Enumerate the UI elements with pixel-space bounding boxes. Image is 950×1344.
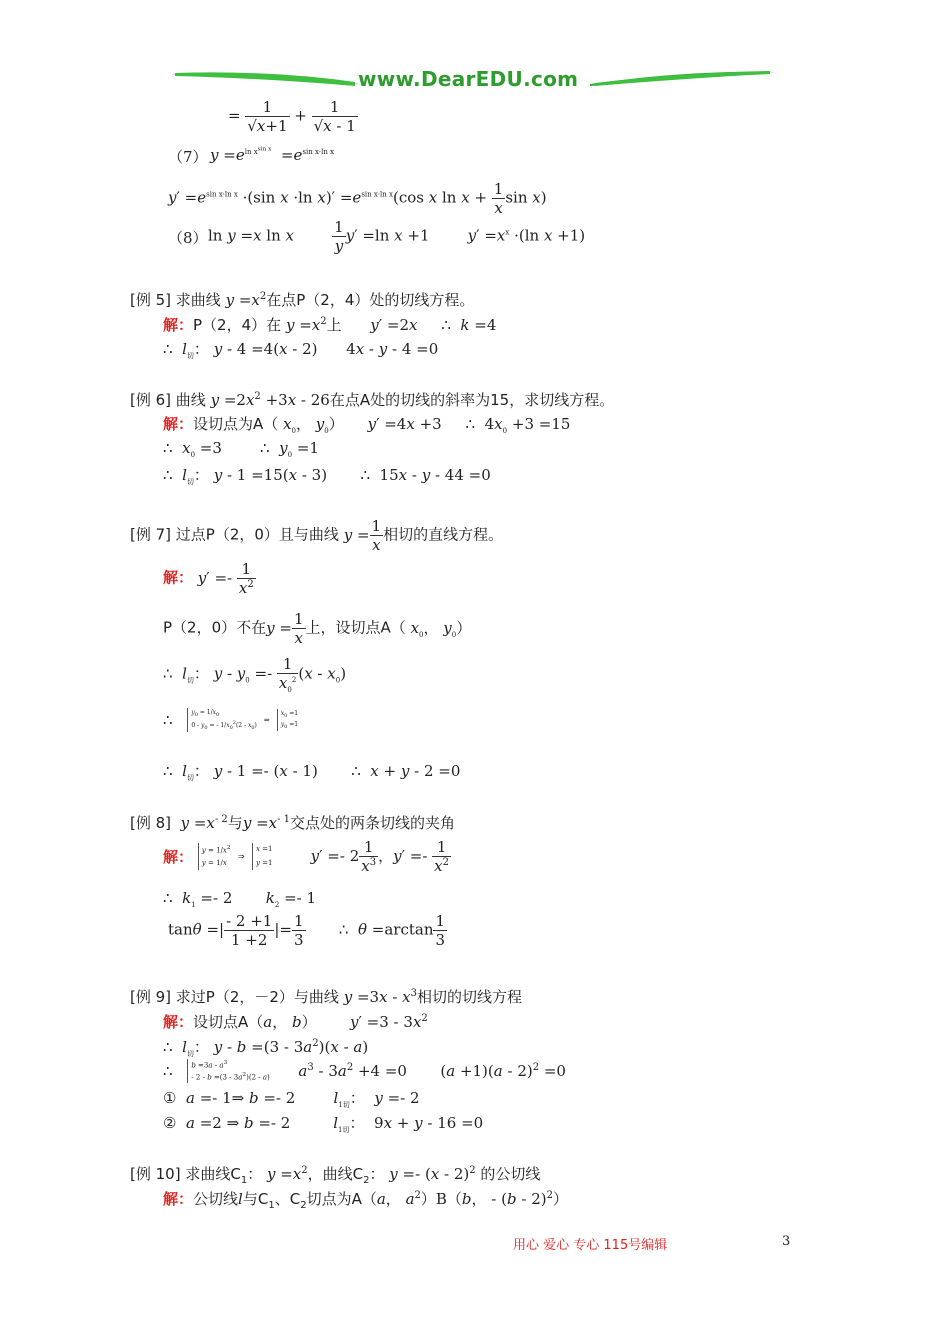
example-6-solution: 解：设切点为A（ $x_0$， $y_0$） y′ =4x +3 ∴ $4x_0 +3 =15$ xyxy=(163,415,571,435)
example-5-title: [例 5] 求曲线 $y =x^2$在点P（2，4）处的切线方程。 xyxy=(130,291,475,309)
page-number: 3 xyxy=(782,1234,791,1249)
formula-8: ln y =x ln x $\frac{1}{y}$ y′ =ln x +1 $y' =x^x \cdot(\ln$ x +1) xyxy=(208,218,586,255)
example-7-tangent: ∴ $l_切$： y - 1 =- (x - 1) ∴ x + y - 2 =0 xyxy=(163,762,461,782)
example-5-solution: 解：P（2，4）在 $y =x^2$上 y′ =2x ∴ k =4 xyxy=(163,316,497,334)
example-7-tangent-general: ∴ $l_切$： y - $y_0$ =- $\frac{1}{x_0^2}$ $(x - x_0)$ xyxy=(163,655,347,694)
example-6-tangent: ∴ $l_切$： y - 1 =15(x - 3) ∴ 15x - y - 44 =0 xyxy=(163,466,491,486)
example-8-title: [例 8] $y =x^{- 2}$与$y =x^{- 1}$交点处的两条切线的夹角 xyxy=(130,814,456,832)
item-8-label: （8） xyxy=(168,229,208,247)
example-9-title: [例 9] 求过P（2，－2）与曲线 $y =3x - x^3$相切的切线方程 xyxy=(130,988,523,1006)
formula-7b: $y' =e^{sin x\cdot ln x} \cdot(\sin$ x ·ln $x)' =e^{sin x\cdot ln x}(\cos$ x ln x + $\frac{1}{x}$ sin x) xyxy=(168,180,547,217)
example-9-solution: 解：设切点A（a， b） $y' =3 - 3x^2$ xyxy=(163,1013,428,1031)
example-10-title: [例 10] 求曲线$C_1$： $y =x^2$，曲线$C_2$： y =- (x - 2)$^2$ 的公切线 xyxy=(130,1165,541,1186)
example-8-angle: tanθ =| $\frac{- 2 +1}{1 +2}$ |= $\frac{1}{3}$ ∴ θ =arctan $\frac{1}{3}$ xyxy=(168,912,446,949)
example-9-case-2: ② a =2 ⇒ b =- 2 $l_{1切}$： 9x + y - 16 =0 xyxy=(163,1114,484,1134)
example-5-tangent: ∴ $l_切$： y - 4 =4(x - 2) 4x - y - 4 =0 xyxy=(163,340,439,360)
example-7-system: ∴ $y_0 = 1/x_0$ $0 - y_0$ = - $1/x_0^2(2 - x_0)$ ⇒ $x_0 =1$ $y_0 =1$ xyxy=(163,709,299,732)
item-7-label: （7） xyxy=(168,148,208,166)
example-9-case-1: ① a =- 1⇒ b =- 2 $l_{1切}$： y =- 2 xyxy=(163,1089,420,1109)
example-7-solution-1: 解： y′ =- $\frac{1}{x^2}$ xyxy=(163,560,254,597)
header-banner xyxy=(170,64,780,98)
footer-text: 用心 爱心 专心 115号编辑 xyxy=(513,1238,668,1253)
example-9-tangent-general: ∴ $l_切$： $y - b =(3 - 3a^2)(x - a)$ xyxy=(163,1038,369,1058)
example-8-slopes: ∴ $k_1 =- 2$ $k_2 =- 1$ xyxy=(163,889,317,909)
formula-7a: $y =e^{ln x^{sin x}} =e^{sin x\cdot ln x}$ xyxy=(210,146,335,164)
formula-line-6-end: = $\frac{1}{√x+1}$ + $\frac{1}{√x - 1}$ xyxy=(228,98,356,135)
example-6-values: ∴ $x_0 =3$ ∴ $y_0 =1$ xyxy=(163,439,319,459)
example-7-solution-2: P（2，0）不在y = $\frac{1}{x}$ 上，设切点A（ $x_0$， $y_0$） xyxy=(163,610,472,647)
example-7-title: [例 7] 过点P（2，0）且与曲线 y = $\frac{1}{x}$ 相切的直线方程。 xyxy=(130,517,504,554)
example-8-solution: 解： $y = 1/x^2$ y = 1/x ⇒ x =1 y =1 y′ =- 2 $\frac{1}{x^3}$ ，y′ =- $\frac{1}{x^2}$ xyxy=(163,838,450,875)
example-9-system: ∴ $b =3a - a^3$ - $2 - b =(3 - 3a^2)(2 - a)$ $a^3 - 3a^2 +4 =0$ (a +1)(a - 2)$^2$ =0 xyxy=(163,1060,566,1082)
site-logo[interactable]: www.DearEDU.com xyxy=(358,67,579,91)
example-10-solution: 解：公切线l与$C_1$、$C_2$切点为A（a， $a^2)B(b$， - (b - 2)$^2$） xyxy=(163,1190,568,1211)
example-6-title: [例 6] 曲线 $y =2x^2 +3x - 26$在点A处的切线的斜率为15，求切线方程。 xyxy=(130,391,615,409)
